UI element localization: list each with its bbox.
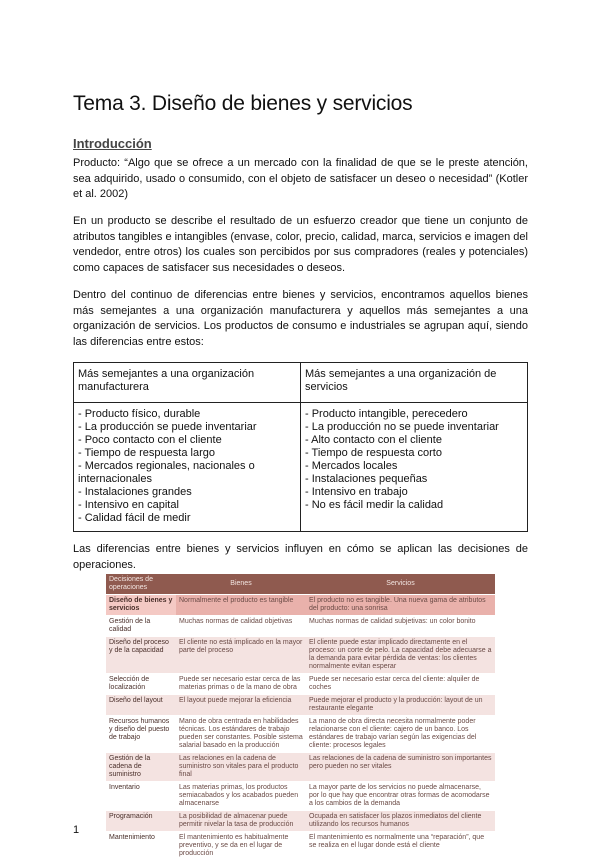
goods-cell: El mantenimiento es habitualmente preventivo, y se da en el lugar de producción bbox=[176, 832, 306, 860]
comparison-item: - Alto contacto con el cliente bbox=[305, 434, 523, 447]
comparison-header-manufacturing: Más semejantes a una organización manufacturera bbox=[74, 363, 301, 403]
decisions-table-body bbox=[106, 595, 495, 860]
services-cell: La mano de obra directa necesita normalmente poder relacionarse con el cliente: cajero de un banco. Los estándares de trabajo varían según las exigencias del cliente: procesos legales bbox=[306, 716, 495, 753]
decision-cell: Gestión de la calidad bbox=[106, 616, 176, 637]
comparison-item: - Tiempo de respuesta largo bbox=[78, 447, 296, 460]
paragraph-operations-decisions: Las diferencias entre bienes y servicios influyen en cómo se aplican las decisiones de operaciones. bbox=[73, 542, 528, 573]
table-row bbox=[106, 753, 495, 782]
comparison-item: - Intensivo en capital bbox=[78, 499, 296, 512]
paragraph-product-definition: Producto: “Algo que se ofrece a un mercado con la finalidad de que se le preste atención, sea adquirido, usado o consumido, con el objeto de satisfacer un deseo o necesidad” (Kotler et al. 2002) bbox=[73, 156, 528, 203]
decision-cell: Selección de localización bbox=[106, 674, 176, 695]
comparison-item: internacionales bbox=[78, 473, 296, 486]
decision-cell: Gestión de la cadena de suministro bbox=[106, 753, 176, 782]
decisions-header-decision: Decisiones de operaciones bbox=[106, 574, 176, 595]
services-cell: Ocupada en satisfacer los plazos inmediatos del cliente utilizando los recursos humanos bbox=[306, 811, 495, 832]
comparison-item: - Poco contacto con el cliente bbox=[78, 434, 296, 447]
table-row bbox=[106, 616, 495, 637]
table-row bbox=[106, 695, 495, 716]
decision-cell: Inventario bbox=[106, 782, 176, 811]
services-cell: El producto no es tangible. Una nueva gama de atributos del producto: una sonrisa bbox=[306, 595, 495, 616]
decisions-header-services: Servicios bbox=[306, 574, 495, 595]
comparison-item: - La producción no se puede inventariar bbox=[305, 421, 523, 434]
decision-cell: Mantenimiento bbox=[106, 832, 176, 860]
page-title: Tema 3. Diseño de bienes y servicios bbox=[73, 92, 412, 116]
services-cell: El mantenimiento es normalmente una “reparación”, que se realiza en el lugar donde está el cliente bbox=[306, 832, 495, 860]
services-cell: Puede mejorar el producto y la producción: layout de un restaurante elegante bbox=[306, 695, 495, 716]
comparison-column-manufacturing bbox=[74, 403, 301, 532]
table-row bbox=[106, 716, 495, 753]
goods-cell: Mano de obra centrada en habilidades técnicas. Los estándares de trabajo pueden ser constantes. Posible sistema salarial basado en la producción bbox=[176, 716, 306, 753]
table-row bbox=[106, 782, 495, 811]
services-cell: Las relaciones de la cadena de suministro son importantes pero pueden no ser vitales bbox=[306, 753, 495, 782]
table-row bbox=[106, 595, 495, 616]
table-row bbox=[106, 637, 495, 674]
table-row bbox=[106, 811, 495, 832]
decision-cell: Programación bbox=[106, 811, 176, 832]
comparison-header-services: Más semejantes a una organización de servicios bbox=[301, 363, 528, 403]
services-cell: El cliente puede estar implicado directamente en el proceso: un corte de pelo. La capacidad debe adecuarse a la demanda para evitar pérdida de ventas: los clientes normalmente evitan esperar bbox=[306, 637, 495, 674]
services-cell: La mayor parte de los servicios no puede almacenarse, por lo que hay que encontrar otras formas de acomodarse a los cambios de la demanda bbox=[306, 782, 495, 811]
goods-cell: Puede ser necesario estar cerca de las materias primas o de la mano de obra bbox=[176, 674, 306, 695]
services-cell: Muchas normas de calidad subjetivas: un color bonito bbox=[306, 616, 495, 637]
decision-cell: Diseño del proceso y de la capacidad bbox=[106, 637, 176, 674]
comparison-item: - Mercados locales bbox=[305, 460, 523, 473]
paragraph-continuum: Dentro del continuo de diferencias entre bienes y servicios, encontramos aquellos bienes más semejantes a una organización manufacturera y aquellos más semejantes a una organización de servicios. Los productos de consumo e industriales se agrupan aquí, siendo las diferencias entre estos: bbox=[73, 288, 528, 350]
paragraph-product-description: En un producto se describe el resultado de un esfuerzo creador que tiene un conjunto de atributos tangibles e intangibles (envase, color, precio, calidad, marca, servicios e imagen del vendedor, entre otros) los cuales son percibidos por sus compradores (reales y potenciales) como capaces de satisfacer sus necesidades o deseos. bbox=[73, 214, 528, 276]
decisions-header-goods: Bienes bbox=[176, 574, 306, 595]
comparison-item: - Intensivo en trabajo bbox=[305, 486, 523, 499]
comparison-item: - Instalaciones grandes bbox=[78, 486, 296, 499]
section-heading: Introducción bbox=[73, 136, 152, 151]
comparison-item: - Producto físico, durable bbox=[78, 408, 296, 421]
goods-cell: Las relaciones en la cadena de suministro son vitales para el producto final bbox=[176, 753, 306, 782]
goods-cell: El cliente no está implicado en la mayor parte del proceso bbox=[176, 637, 306, 674]
comparison-table bbox=[73, 362, 528, 532]
comparison-item: - No es fácil medir la calidad bbox=[305, 499, 523, 512]
comparison-item: - Mercados regionales, nacionales o bbox=[78, 460, 296, 473]
decision-cell: Diseño de bienes y servicios bbox=[106, 595, 176, 616]
table-row bbox=[106, 832, 495, 860]
services-cell: Puede ser necesario estar cerca del cliente: alquiler de coches bbox=[306, 674, 495, 695]
goods-cell: Muchas normas de calidad objetivas bbox=[176, 616, 306, 637]
decisions-table bbox=[106, 574, 495, 860]
comparison-item: - Tiempo de respuesta corto bbox=[305, 447, 523, 460]
decision-cell: Diseño del layout bbox=[106, 695, 176, 716]
comparison-item: - Calidad fácil de medir bbox=[78, 512, 296, 525]
comparison-column-services bbox=[301, 403, 528, 532]
comparison-item: - Instalaciones pequeñas bbox=[305, 473, 523, 486]
page-number: 1 bbox=[73, 824, 79, 836]
table-row bbox=[106, 674, 495, 695]
comparison-item: - Producto intangible, perecedero bbox=[305, 408, 523, 421]
decision-cell: Recursos humanos y diseño del puesto de trabajo bbox=[106, 716, 176, 753]
goods-cell: El layout puede mejorar la eficiencia bbox=[176, 695, 306, 716]
goods-cell: Las materias primas, los productos semiacabados y los acabados pueden almacenarse bbox=[176, 782, 306, 811]
comparison-item: - La producción se puede inventariar bbox=[78, 421, 296, 434]
goods-cell: La posibilidad de almacenar puede permitir nivelar la tasa de producción bbox=[176, 811, 306, 832]
goods-cell: Normalmente el producto es tangible bbox=[176, 595, 306, 616]
